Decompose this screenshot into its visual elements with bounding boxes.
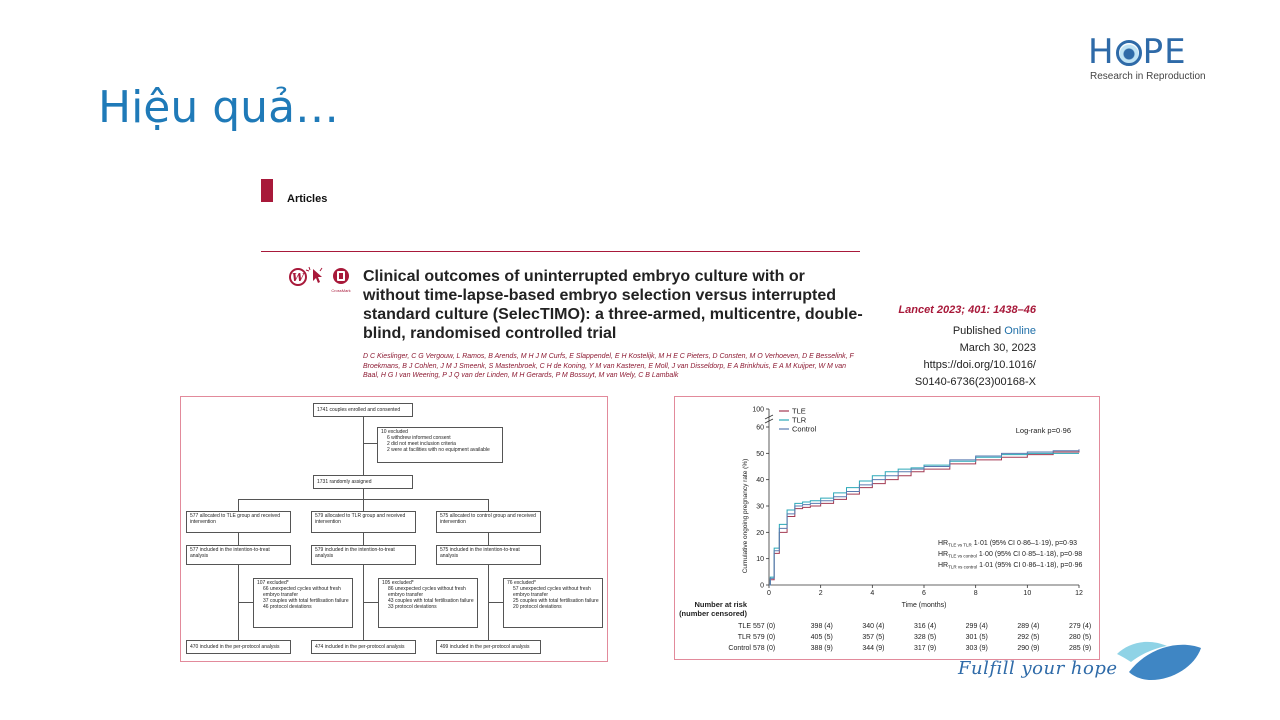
- risk-cell: 292 (5): [1017, 634, 1040, 641]
- x-tick-label: 4: [870, 590, 875, 597]
- legend-label: TLR: [792, 415, 807, 425]
- crossmark-icon: [331, 268, 350, 293]
- flow-arm-text: 575 included in the intention-to-treat analysis: [440, 547, 520, 559]
- flow-connector: [488, 602, 503, 603]
- citation-published: Published: [952, 325, 1005, 337]
- risk-cell: 301 (5): [965, 634, 988, 641]
- x-tick-label: 12: [1075, 590, 1083, 597]
- flow-arm-tlr-excluded: [378, 578, 478, 628]
- flow-arm-text: 499 included in the per-protocol analysis: [440, 644, 530, 650]
- y-tick-label: 30: [756, 503, 764, 511]
- risk-table-heading: Number at risk: [694, 600, 747, 609]
- flow-arm-text: 470 included in the per-protocol analysis: [190, 644, 280, 650]
- flow-connector: [488, 499, 489, 511]
- hope-logo: [1088, 32, 1206, 83]
- article-title: Clinical outcomes of uninterrupted embryo culture with or without time-lapse-based embryo selection versus interrupted standard culture (SelecTIMO): a three-armed, multicentre, double-blind, randomised controlled trial: [363, 268, 863, 342]
- flow-connector: [488, 533, 489, 545]
- risk-cell: 303 (9): [965, 645, 988, 652]
- citation-date: March 30, 2023: [959, 342, 1036, 354]
- flow-arm-excl-item: 66 unexpected cycles without fresh embryo transfer: [263, 586, 341, 598]
- flow-arm-excl-item: 43 couples with total fertilisation failure: [388, 598, 474, 604]
- risk-cell: 398 (4): [810, 623, 833, 630]
- article-authors: D C Kieslinger, C G Vergouw, L Ramos, B Arends, M H J M Curfs, E Slappendel, E H Kostelijk, M H E C Pieters, D Consten, M O Verhoeven, D E Besselink, F Broekmans, B J Cohlen, J M J Smeenk, S Mastenbroek, C H de Koning, Y M van Kasteren, E Moll, J van Disseldorp, E A Brinkhuis, E A M Kuijper, W M van Baal, H G I van Weering, P J Q van der Linden, M H Gerards, P M Bossuyt, M van Wely, C B Lambalk: [363, 353, 854, 379]
- flow-arm-excl-item: 37 couples with total fertilisation failure: [263, 598, 349, 604]
- flow-connector: [238, 499, 239, 511]
- y-tick-label: 40: [756, 477, 764, 485]
- articles-section-label: Articles: [287, 193, 328, 205]
- flow-arm-excl-title: 105 excluded*: [382, 580, 414, 586]
- citation-doi-suffix: S0140-6736(23)00168-X: [914, 376, 1036, 388]
- flow-arm-control-excluded: [503, 578, 603, 628]
- w-open-access-icon: [290, 269, 306, 285]
- y-axis-label: Cumulative ongoing pregnancy rate (%): [742, 458, 749, 574]
- flow-excluded-item: 6 withdrew informed consent: [387, 435, 451, 441]
- flow-excluded-item: 2 did not meet inclusion criteria: [387, 441, 456, 447]
- legend-label: TLE: [792, 406, 806, 416]
- flow-arm-text: 575 allocated to control group and received intervention: [440, 513, 536, 525]
- citation-doi: https://doi.org/10.1016/: [923, 359, 1036, 371]
- risk-cell: 578 (0): [753, 645, 776, 652]
- tagline: Fulfill your hope: [958, 658, 1118, 679]
- flow-arm-text: 577 allocated to TLE group and received intervention: [190, 513, 280, 525]
- risk-cell: 279 (4): [1069, 623, 1092, 630]
- risk-cell: 280 (5): [1069, 634, 1092, 641]
- y-tick-label: 100: [752, 406, 764, 414]
- risk-cell: 557 (0): [753, 623, 776, 630]
- risk-cell: 340 (4): [862, 623, 885, 630]
- y-tick-label: 20: [756, 529, 764, 537]
- flow-connector: [363, 417, 364, 475]
- risk-cell: 405 (5): [810, 634, 833, 641]
- flow-enrolled-text: 1741 couples enrolled and consented: [317, 407, 401, 413]
- flow-arm-tlr-allocated: [311, 511, 416, 533]
- flow-arm-text: 579 allocated to TLR group and received intervention: [315, 513, 406, 525]
- eye-icon: [1116, 40, 1142, 66]
- articles-marker: [261, 179, 273, 202]
- flow-arm-tle-pp: [186, 640, 291, 654]
- hazard-ratio-text: $HR_{TLE vs TLR}$ 1·01 (95% CI 0·86–1·19), p=0·93: [938, 540, 1078, 548]
- flow-connector: [363, 602, 378, 603]
- logo-wordmark: H PE: [1088, 32, 1187, 72]
- risk-cell: 328 (5): [914, 634, 937, 641]
- header-rule: [261, 251, 860, 252]
- x-axis-label: Time (months): [901, 602, 947, 609]
- flow-excluded-title: 10 excluded: [381, 429, 408, 435]
- logo-subtitle: Research in Reproduction: [1090, 71, 1206, 82]
- flow-arm-control-allocated: [436, 511, 541, 533]
- risk-cell: 316 (4): [914, 623, 937, 630]
- flow-arm-control-itt: [436, 545, 541, 565]
- flow-arm-text: 577 included in the intention-to-treat analysis: [190, 547, 270, 559]
- risk-table-subheading: (number censored): [679, 609, 747, 618]
- flow-arm-excl-item: 20 protocol deviations: [513, 604, 562, 610]
- x-tick-label: 0: [767, 590, 771, 597]
- risk-cell: 290 (9): [1017, 645, 1040, 652]
- risk-cell: 317 (9): [914, 645, 937, 652]
- flow-arm-excl-item: 33 protocol deviations: [388, 604, 437, 610]
- flow-arm-excl-item: 86 unexpected cycles without fresh embryo transfer: [388, 586, 466, 598]
- risk-cell: 285 (9): [1069, 645, 1092, 652]
- y-tick-label: 10: [756, 556, 764, 564]
- km-chart: [675, 397, 1099, 659]
- flow-arm-excl-item: 25 couples with total fertilisation failure: [513, 598, 599, 604]
- km-chart-panel: [674, 396, 1100, 660]
- risk-cell: 579 (0): [753, 634, 776, 641]
- flow-connector: [363, 499, 364, 511]
- svg-text:W: W: [291, 271, 305, 284]
- flow-arm-text: 474 included in the per-protocol analysis: [315, 644, 405, 650]
- flow-arm-control-pp: [436, 640, 541, 654]
- flow-randomised-text: 1731 randomly assigned: [317, 479, 372, 485]
- slide-title: Hiệu quả…: [98, 82, 340, 133]
- risk-cell: 344 (9): [862, 645, 885, 652]
- flow-connector: [238, 533, 239, 545]
- article-badges: [289, 265, 353, 295]
- citation-online: Online: [1004, 325, 1036, 337]
- flow-arm-tle-itt: [186, 545, 291, 565]
- y-tick-label: 50: [756, 450, 764, 458]
- consort-flowchart: [180, 396, 608, 662]
- risk-row-label: TLR: [737, 634, 751, 641]
- flow-arm-text: 579 included in the intention-to-treat analysis: [315, 547, 395, 559]
- flow-arm-tlr-itt: [311, 545, 416, 565]
- cursor-sparkle-icon: [306, 267, 322, 283]
- flow-arm-tlr-pp: [311, 640, 416, 654]
- risk-cell: 388 (9): [810, 645, 833, 652]
- flow-enrolled-box: [313, 403, 413, 417]
- citation-box: [878, 302, 1036, 391]
- flow-connector: [363, 533, 364, 545]
- x-tick-label: 10: [1023, 590, 1032, 597]
- flow-connector: [238, 602, 253, 603]
- flow-arm-tle-allocated: [186, 511, 291, 533]
- flow-arm-excl-item: 57 unexpected cycles without fresh embryo transfer: [513, 586, 591, 598]
- risk-row-label: TLE: [738, 623, 751, 630]
- crossmark-label: CrossMark: [331, 288, 351, 293]
- y-tick-label: 60: [756, 424, 764, 432]
- hazard-ratio-text: $HR_{TLR vs control}$ 1·01 (95% CI 0·86–1·18), p=0·96: [938, 562, 1083, 570]
- flow-connector: [363, 443, 377, 444]
- x-tick-label: 8: [973, 590, 978, 597]
- y-tick-label: 0: [760, 582, 764, 590]
- x-tick-label: 2: [818, 590, 823, 597]
- flow-excluded-item: 2 were at facilities with no equipment available: [387, 447, 490, 453]
- flow-connector: [363, 489, 364, 499]
- x-tick-label: 6: [922, 590, 926, 597]
- flow-randomised-box: [313, 475, 413, 489]
- flow-excluded-box: [377, 427, 503, 463]
- flow-arm-excl-title: 76 excluded*: [507, 580, 536, 586]
- citation-journal: Lancet 2023; 401: 1438–46: [898, 304, 1036, 316]
- hazard-ratio-text: $HR_{TLE vs control}$ 1·00 (95% CI 0·85–1·18), p=0·98: [938, 551, 1083, 559]
- risk-cell: 289 (4): [1017, 623, 1040, 630]
- legend-label: Control: [792, 424, 817, 434]
- risk-row-label: Control: [728, 645, 751, 652]
- risk-cell: 357 (5): [862, 634, 885, 641]
- flow-arm-tle-excluded: [253, 578, 353, 628]
- risk-cell: 299 (4): [965, 623, 988, 630]
- flow-arm-excl-title: 107 excluded*: [257, 580, 289, 586]
- logrank-text: Log-rank p=0·96: [1015, 426, 1071, 435]
- flow-arm-excl-item: 46 protocol deviations: [263, 604, 312, 610]
- wave-logo-icon: [1115, 636, 1203, 682]
